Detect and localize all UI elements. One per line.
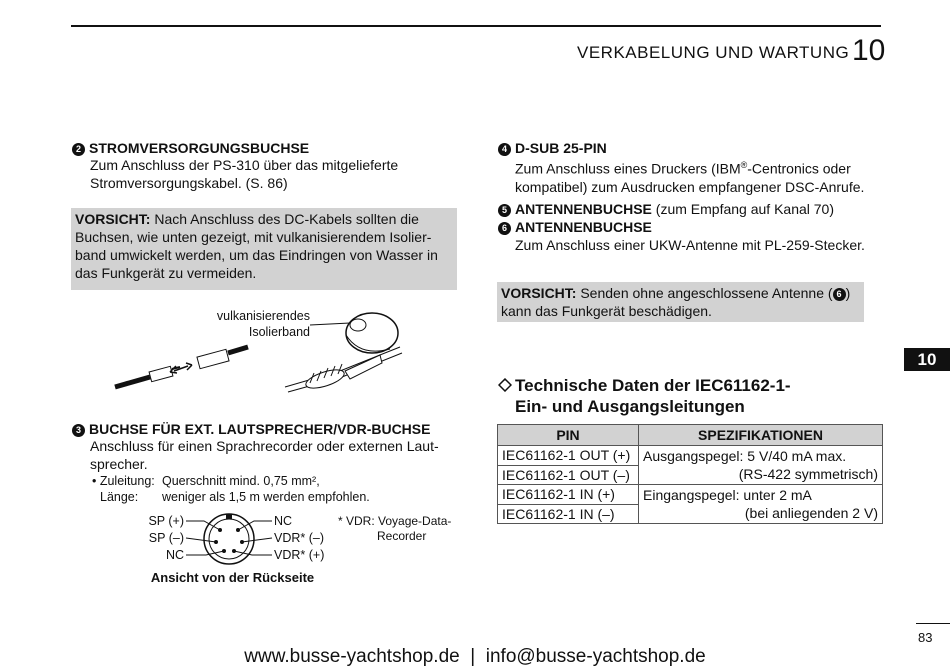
body-line: Zum Anschluss der PS-310 über das mitgelieferte [90, 157, 399, 173]
bullet-label: Länge: [100, 490, 139, 504]
caution-label: VORSICHT: [75, 211, 151, 227]
cable-socket [197, 347, 248, 369]
number-badge: 6 [833, 288, 846, 301]
cable-plug-left [115, 366, 180, 387]
column-header: PIN [498, 425, 639, 446]
number-badge: 2 [72, 143, 85, 156]
section-body [498, 156, 898, 196]
number-badge: 6 [498, 222, 511, 235]
spec-cell [639, 485, 883, 524]
registered-mark: ® [740, 160, 748, 170]
connector-right-labels [274, 513, 324, 564]
pin-cell: IEC61162-1 IN (–) [498, 504, 639, 524]
header-rule [71, 25, 881, 27]
section5-heading [498, 200, 898, 218]
section-body [72, 437, 462, 473]
section-antenna [498, 200, 898, 254]
spec-table [497, 424, 883, 524]
caution-text: kann das Funkgerät beschädigen. [501, 303, 712, 319]
body-line: Anschluss für einen Sprachrecorder oder externen Laut- [90, 438, 439, 454]
section-power-jack [72, 140, 462, 192]
table-row [498, 446, 883, 466]
number-badge: 3 [72, 424, 85, 437]
section-speaker-jack [72, 421, 462, 505]
vdr-note-line: * VDR: Voyage-Data- [338, 514, 452, 528]
pin-label: SP (+) [148, 514, 184, 528]
section-body [72, 156, 462, 192]
body-text: Zum Anschluss eines Druckers (IBM [515, 160, 741, 177]
footer-contact: www.busse-yachtshop.de | info@busse-yachtshop.de [244, 646, 706, 667]
caution-text: das Funkgerät zu vermeiden. [75, 265, 257, 281]
page-number-rule [916, 623, 950, 624]
vdr-note-line: Recorder [377, 529, 427, 543]
taped-cable [285, 347, 402, 392]
tech-heading [515, 375, 791, 417]
number-badge: 5 [498, 204, 511, 217]
spec-cell [639, 446, 883, 485]
pin-label: NC [274, 514, 293, 528]
caution-text: band umwickelt werden, um das Eindringen von Wasser in [75, 247, 438, 263]
body-line: sprecher. [90, 456, 148, 472]
section-heading [72, 421, 462, 437]
tape-label-line: vulkanisierendes [216, 309, 310, 323]
section-note: (zum Empfang auf Kanal 70) [651, 201, 835, 217]
page-number: 83 [918, 630, 933, 645]
chapter-number: 10 [852, 34, 886, 67]
pin-label: VDR* (+) [274, 548, 325, 562]
cable-tape-illustration [110, 295, 420, 400]
bullet-value: Querschnitt mind. 0,75 mm², [162, 474, 320, 488]
caution-box [71, 208, 457, 290]
pin-label: SP (–) [148, 531, 184, 545]
body-line: kompatibel) zum Ausdrucken empfangener DSC-Anrufe. [515, 178, 865, 195]
caution-text: ) [845, 285, 851, 301]
pin-cell: IEC61162-1 IN (+) [498, 485, 639, 505]
section-title: STROMVERSORGUNGSBUCHSE [89, 140, 310, 156]
section-title: D-SUB 25-PIN [515, 140, 607, 156]
bullet-label: • Zuleitung: [92, 474, 155, 488]
chapter-tab: 10 [904, 348, 950, 371]
section6-heading [498, 218, 898, 236]
connector-left-labels [140, 513, 184, 564]
connect-arrows [170, 363, 192, 373]
body-text: -Centronics oder [747, 160, 851, 177]
caution-label: VORSICHT: [501, 285, 577, 301]
tech-heading-line: Ein- und Ausgangsleitungen [515, 397, 745, 416]
tape-label-line: Isolierband [248, 325, 310, 339]
caution-text: Senden ohne angeschlossene Antenne ( [576, 285, 833, 301]
section-heading [72, 140, 462, 156]
chapter-title: VERKABELUNG UND WARTUNG [577, 43, 850, 62]
column-header: SPEZIFIKATIONEN [639, 425, 883, 446]
bullet-value: weniger als 1,5 m werden empfohlen. [162, 490, 370, 504]
pin-label: NC [165, 548, 184, 562]
tape-roll [346, 313, 398, 353]
body-line [515, 156, 898, 178]
caution-text: Buchsen, wie unten gezeigt, mit vulkanisierendem Isolier- [75, 229, 432, 245]
section-title: ANTENNENBUCHSE [515, 201, 652, 217]
section-heading [498, 140, 898, 156]
diamond-icon [498, 378, 512, 392]
pin-cell: IEC61162-1 OUT (–) [498, 465, 639, 485]
connector-caption: Ansicht von der Rückseite [150, 570, 315, 585]
pin-cell: IEC61162-1 OUT (+) [498, 446, 639, 466]
vdr-note [338, 514, 451, 544]
body-line: Stromversorgungskabel. (S. 86) [90, 175, 288, 191]
spec-line: (bei anliegenden 2 V) [744, 505, 878, 521]
caution-text: Nach Anschluss des DC-Kabels sollten die [150, 211, 419, 227]
section-body: Zum Anschluss einer UKW-Antenne mit PL-259-Stecker. [515, 237, 865, 253]
spec-line: Ausgangspegel: 5 V/40 mA max. [643, 448, 847, 464]
section-title: ANTENNENBUCHSE [515, 219, 652, 235]
caution-box [497, 282, 864, 322]
spec-line: (RS-422 symmetrisch) [738, 466, 878, 482]
section-title: BUCHSE FÜR EXT. LAUTSPRECHER/VDR-BUCHSE [89, 421, 431, 437]
connector-diagram [184, 510, 274, 570]
tech-heading-line: Technische Daten der IEC61162-1- [515, 376, 791, 395]
spec-line: Eingangspegel: unter 2 mA [643, 487, 812, 503]
section-dsub [498, 140, 898, 196]
table-header-row [498, 425, 883, 446]
table-row [498, 485, 883, 505]
pin-label: VDR* (–) [274, 531, 325, 545]
bullet-note [72, 473, 462, 505]
number-badge: 4 [498, 143, 511, 156]
